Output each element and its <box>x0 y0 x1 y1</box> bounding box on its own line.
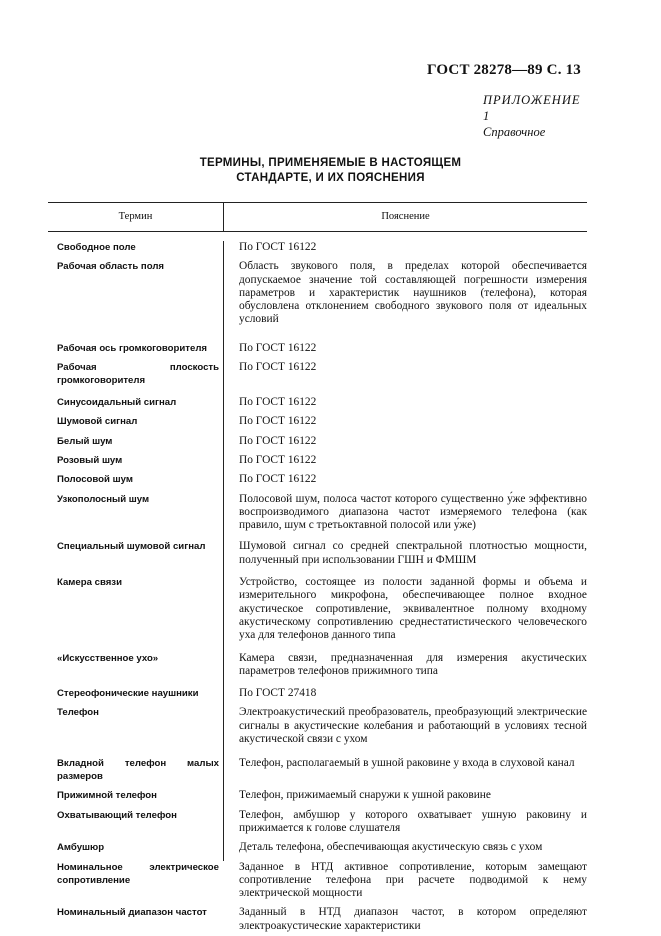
table-row <box>48 493 587 533</box>
term-cell: Узкополосный шум <box>57 493 150 505</box>
table-row <box>48 260 587 326</box>
explanation-cell: По ГОСТ 27418 <box>239 687 317 700</box>
term-cell: Розовый шум <box>57 454 123 466</box>
explanation-cell: Полосовой шум, полоса частот которого существенно у́же эффективно воспроизводимого диапазона частот измеряемого телефона (как правило, шум с третьоктавной полосой или у́же) <box>239 492 587 532</box>
table-row <box>48 435 587 448</box>
term-cell: Номинальное электрическое сопротивление <box>57 861 219 886</box>
explanation-cell: Область звукового поля, в пределах которой обеспечивается допускаемое значение той составляющей погрешности измерения параметров и характеристик наушников (телефона), которая обусловлена отклонением свободного звукового поля от идеальных условий <box>239 260 587 326</box>
title-line-2: СТАНДАРТЕ, И ИХ ПОЯСНЕНИЯ <box>236 172 425 184</box>
explanation-cell: Устройство, состоящее из полости заданной формы и объема и измерительного микрофона, обеспечивающее полное входное акустическое сопротивление, эквивалентное полному входному акустическому сопротивлению среднестатистического человеческого уха для телефонов данного типа <box>239 576 587 642</box>
table-row <box>48 841 587 854</box>
table-row <box>48 652 587 679</box>
appendix-label <box>483 92 581 140</box>
table-row <box>48 342 587 355</box>
explanation-cell: По ГОСТ 16122 <box>239 473 317 486</box>
column-header-explanation: Пояснение <box>223 203 587 231</box>
term-cell: Телефон <box>57 707 99 719</box>
term-cell: Шумовой сигнал <box>57 416 138 428</box>
term-cell: «Искусственное ухо» <box>57 652 159 664</box>
explanation-cell: По ГОСТ 16122 <box>239 361 317 374</box>
explanation-cell: Телефон, располагаемый в ушной раковине у входа в слуховой канал <box>239 757 575 770</box>
term-cell: Вкладной телефон малых размеров <box>57 758 219 783</box>
table-row <box>48 415 587 428</box>
explanation-cell: Заданное в НТД активное сопротивление, которым замещают сопротивление телефона при расчете подводимой к нему электрической мощности <box>239 860 587 900</box>
explanation-cell: По ГОСТ 16122 <box>239 434 317 447</box>
term-cell: Специальный шумовой сигнал <box>57 541 206 553</box>
explanation-cell: Камера связи, предназначенная для измерения акустических параметров телефонов прижимного типа <box>239 651 587 677</box>
term-cell: Охватывающий телефон <box>57 809 177 821</box>
term-cell: Прижимной телефон <box>57 790 157 802</box>
table-row <box>48 706 587 746</box>
table-row <box>48 809 587 836</box>
table-row <box>48 906 587 933</box>
term-cell: Рабочая плоскость громкоговорителя <box>57 362 219 387</box>
explanation-cell: По ГОСТ 16122 <box>239 396 317 409</box>
explanation-cell: По ГОСТ 16122 <box>239 241 317 253</box>
term-cell: Стереофонические наушники <box>57 688 199 700</box>
term-cell: Рабочая область поля <box>57 261 165 273</box>
table-row <box>48 687 587 700</box>
explanation-cell: Заданный в НТД диапазон частот, в котором определяют электроакустические характеристики <box>239 906 587 932</box>
term-cell: Камера связи <box>57 577 122 589</box>
term-cell: Номинальный диапазон частот <box>57 907 207 919</box>
title-line-1: ТЕРМИНЫ, ПРИМЕНЯЕМЫЕ В НАСТОЯЩЕМ <box>199 157 462 169</box>
explanation-cell: По ГОСТ 16122 <box>239 415 317 428</box>
table-row <box>48 540 587 567</box>
table-header <box>48 202 587 232</box>
term-cell: Полосовой шум <box>57 474 133 486</box>
appendix-number: ПРИЛОЖЕНИЕ 1 <box>483 93 581 123</box>
explanation-cell: По ГОСТ 16122 <box>239 453 317 466</box>
term-cell: Белый шум <box>57 435 113 447</box>
explanation-cell: Электроакустический преобразователь, преобразующий электрические сигналы в акустические колебания и работающий в условиях тесной акустической связи с ухом <box>239 706 587 746</box>
terms-table <box>48 202 587 933</box>
table-row <box>48 454 587 467</box>
explanation-cell: Деталь телефона, обеспечивающая акустическую связь с ухом <box>239 841 543 854</box>
appendix-type: Справочное <box>483 125 546 139</box>
table-row <box>48 757 587 783</box>
term-cell: Амбушюр <box>57 842 105 854</box>
term-cell: Рабочая ось громкоговорителя <box>57 342 208 354</box>
table-row <box>48 361 587 387</box>
table-row <box>48 396 587 409</box>
table-row <box>48 576 587 642</box>
term-cell: Свободное поле <box>57 242 136 253</box>
table-row <box>48 241 587 254</box>
table-row <box>48 861 587 901</box>
table-body <box>48 241 587 933</box>
term-cell: Синусоидальный сигнал <box>57 397 177 409</box>
explanation-cell: По ГОСТ 16122 <box>239 341 317 354</box>
page-title <box>0 156 661 186</box>
table-row <box>48 789 587 802</box>
explanation-cell: Телефон, амбушюр у которого охватывает ушную раковину и прижимается к голове слушателя <box>239 808 587 834</box>
explanation-cell: Шумовой сигнал со средней спектральной плотностью мощности, полученный при использовании ГШН и ФМШМ <box>239 540 587 566</box>
column-header-term: Термин <box>118 211 153 222</box>
page-header: ГОСТ 28278—89 С. 13 <box>427 62 581 78</box>
table-row <box>48 473 587 486</box>
explanation-cell: Телефон, прижимаемый снаружи к ушной раковине <box>239 789 491 802</box>
